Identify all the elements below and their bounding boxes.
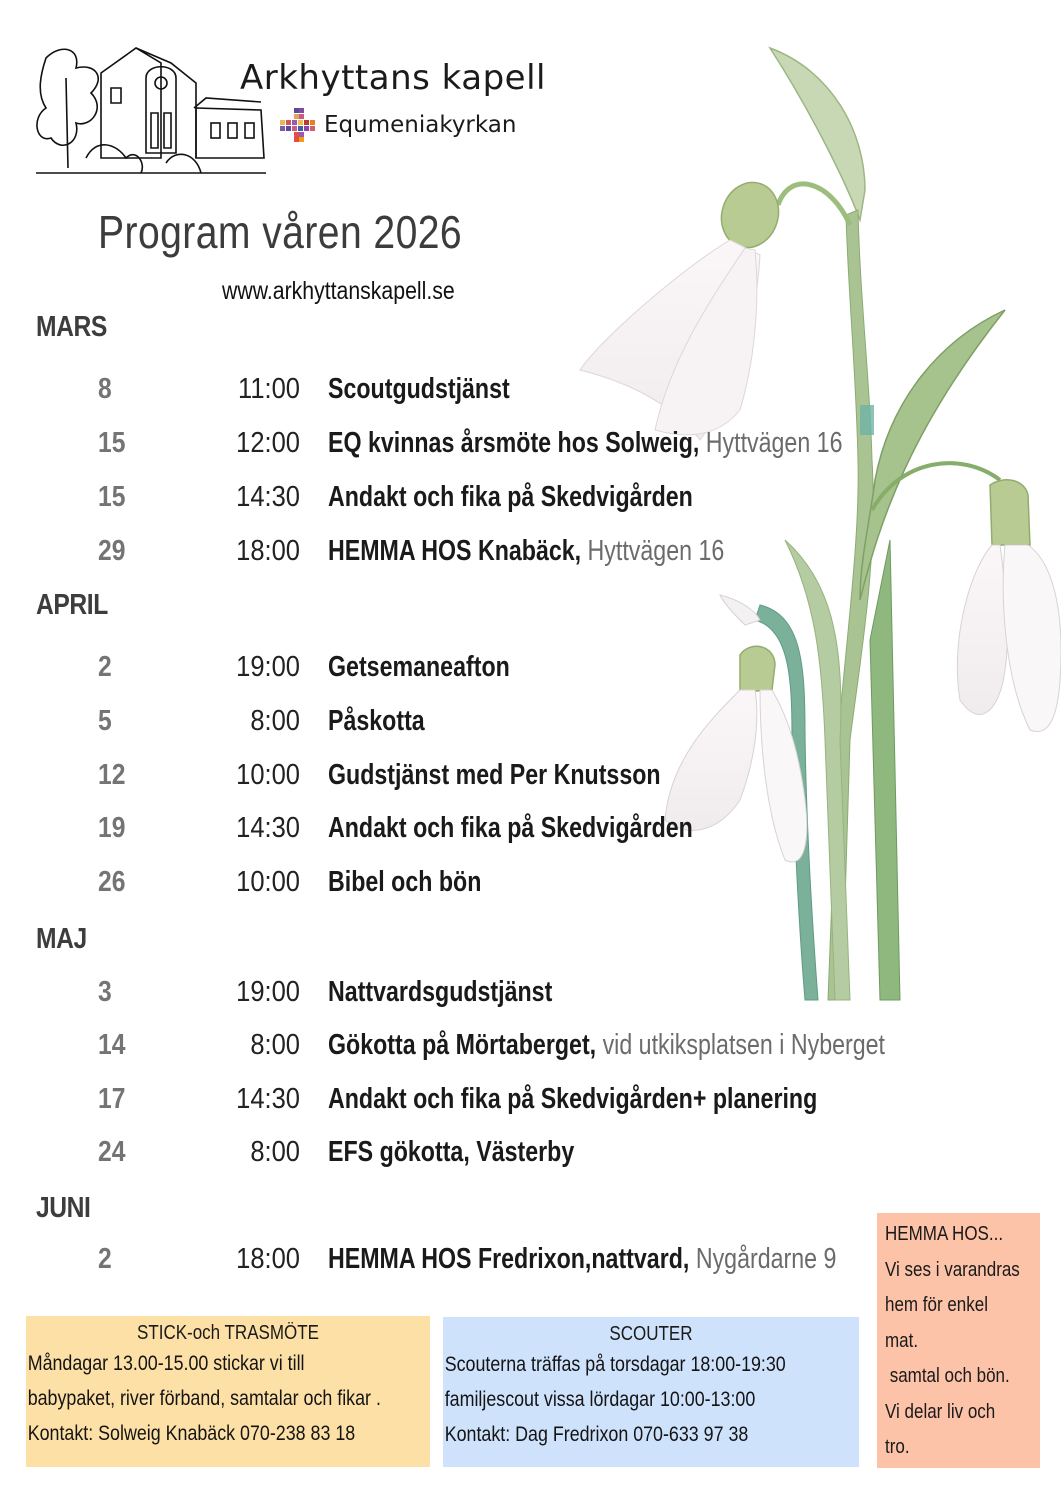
event-title: Gökotta på Mörtaberget, [328,1029,597,1061]
stem-arch-1 [778,184,850,225]
event-day: 2 [98,1243,112,1275]
box-line: Kontakt: Solweig Knabäck 070-238 83 18 [27,1422,356,1445]
box-line: babypaket, river förband, samtalar och fikar . [27,1387,381,1410]
box-line: Vi ses i varandras [885,1258,1020,1281]
event-title: HEMMA HOS Knabäck, [328,535,582,567]
box-heading: STICK-och TRASMÖTE [136,1322,320,1344]
box-line: tro. [885,1436,910,1458]
event-row [0,373,1000,413]
event-day: 24 [98,1136,126,1168]
event-place: Nygårdarne 9 [695,1243,837,1275]
event-day: 8 [98,373,112,405]
event-place: Hyttvägen 16 [705,427,843,459]
event-title: Getsemaneafton [328,651,510,683]
event-row [0,427,1000,467]
event-day: 19 [98,812,126,844]
event-day: 15 [98,481,126,513]
event-day: 2 [98,651,112,683]
event-row [0,1029,1000,1069]
event-time: 8:00 [250,705,300,737]
event-day: 5 [98,705,112,737]
event-row [0,759,1000,799]
event-time: 12:00 [236,427,300,459]
event-time: 14:30 [236,481,300,513]
event-row [0,651,1000,691]
event-time: 19:00 [236,976,300,1008]
event-time: 11:00 [238,373,300,405]
box-line: mat. [885,1329,919,1352]
event-row [0,1136,1000,1176]
box-line: familjescout vissa lördagar 10:00-13:00 [444,1388,756,1411]
event-day: 15 [98,427,126,459]
box-line: samtal och bön. [885,1365,1010,1387]
box-line: Vi delar liv och [885,1400,996,1423]
box-line: hem för enkel [885,1294,988,1316]
event-row [0,866,1000,906]
box-heading: SCOUTER [609,1323,693,1345]
month-heading: MARS [36,311,107,343]
event-title: Andakt och fika på Skedvigården [328,812,693,844]
event-day: 26 [98,866,126,898]
event-title: Andakt och fika på Skedvigården [328,481,693,513]
event-row [0,705,1000,745]
event-title: Andakt och fika på Skedvigården+ planering [328,1083,818,1115]
box-line: Måndagar 13.00-15.00 stickar vi till [27,1352,305,1375]
event-row [0,481,1000,521]
event-title: Påskotta [328,705,425,737]
event-time: 19:00 [236,651,300,683]
brand-title: Arkhyttans kapell [240,58,546,98]
page-title: Program våren 2026 [98,206,463,258]
event-time: 10:00 [236,866,300,898]
box-line: Scouterna träffas på torsdagar 18:00-19:30 [444,1353,786,1376]
brand-subtitle-row [280,108,516,142]
mosaic-cross-icon [280,108,318,142]
website-link[interactable]: www.arkhyttanskapell.se [222,277,455,305]
scouter-box [443,1317,859,1467]
event-day: 14 [98,1029,126,1061]
event-day: 12 [98,759,126,791]
month-heading: MAJ [36,923,87,955]
hemma-hos-box [877,1213,1040,1468]
event-row [0,1083,1000,1123]
chapel-sketch-icon [36,38,266,178]
event-title: Bibel och bön [328,866,482,898]
event-time: 10:00 [236,759,300,791]
brand-subtitle: Equmeniakyrkan [324,112,517,138]
event-row [0,812,1000,852]
event-time: 14:30 [236,1083,300,1115]
event-time: 18:00 [236,1243,300,1275]
event-title: Nattvardsgudstjänst [328,976,553,1008]
event-place: vid utkiksplatsen i Nyberget [602,1029,885,1061]
event-place: Hyttvägen 16 [587,535,725,567]
event-time: 14:30 [236,812,300,844]
event-time: 8:00 [250,1136,300,1168]
event-row [0,535,1000,575]
box-line: Kontakt: Dag Fredrixon 070-633 97 38 [444,1423,749,1446]
event-day: 17 [98,1083,126,1115]
box-line: HEMMA HOS... [885,1223,1004,1245]
month-heading: APRIL [36,589,108,621]
event-day: 29 [98,535,126,567]
event-day: 3 [98,976,112,1008]
event-title: Scoutgudstjänst [328,373,510,405]
stick-trasmote-box [26,1316,430,1467]
event-time: 8:00 [250,1029,300,1061]
event-title: EQ kvinnas årsmöte hos Solweig, [328,427,700,459]
event-title: Gudstjänst med Per Knutsson [328,759,661,791]
event-row [0,976,1000,1016]
event-title: HEMMA HOS Fredrixon,nattvard, [328,1243,690,1275]
event-row [0,1243,1000,1283]
month-heading: JUNI [36,1192,91,1224]
event-time: 18:00 [236,535,300,567]
event-title: EFS gökotta, Västerby [328,1136,575,1168]
